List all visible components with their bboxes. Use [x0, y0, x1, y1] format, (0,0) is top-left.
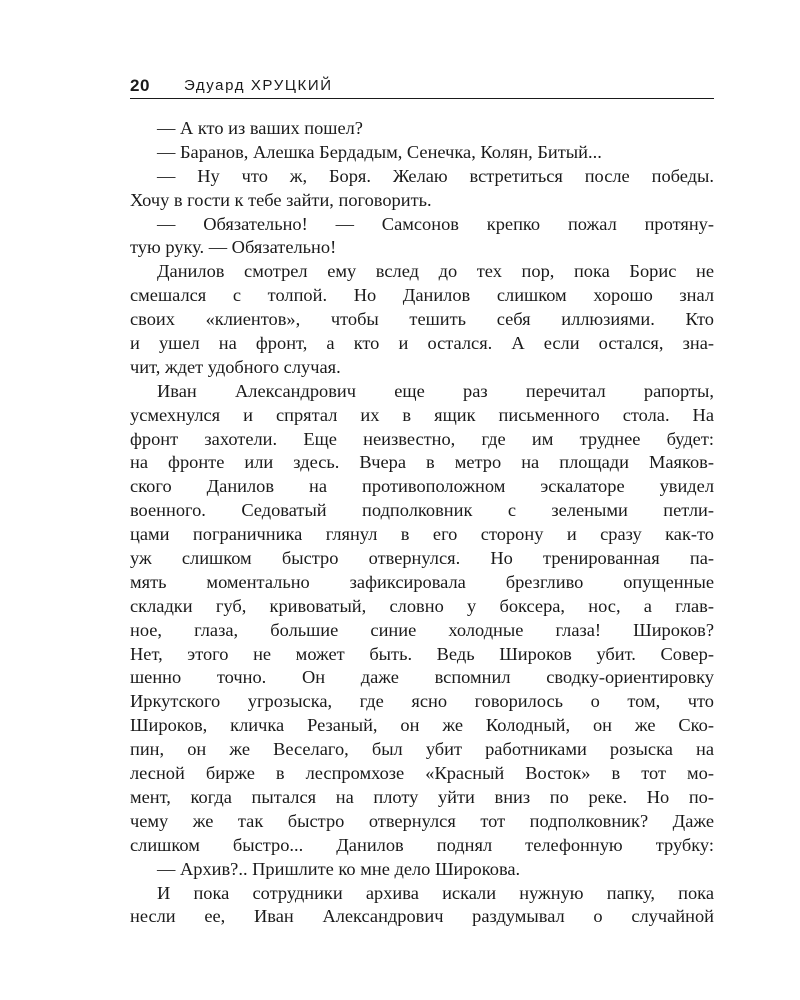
text-line: — Архив?.. Пришлите ко мне дело Широкова. — [157, 858, 521, 879]
text-line: мент, когда пытался на плоту уйти вниз по реке. Но по- — [130, 786, 714, 807]
body-text — [130, 117, 714, 929]
text-line: цами пограничника глянул в его сторону и сразу как-то — [130, 524, 714, 545]
text-line: и ушел на фронт, а кто и остался. А если остался, зна- — [130, 333, 714, 354]
text-line: чему же так быстро отвернулся тот подполковник? Даже — [130, 810, 714, 831]
text-line: уж слишком быстро отвернулся. Но тренированная па- — [130, 548, 714, 569]
text-line: Иван Александрович еще раз перечитал рапорты, — [157, 380, 714, 401]
text-line: мять моментально зафиксировала брезгливо опущенные — [130, 571, 714, 592]
text-line: Нет, этого не может быть. Ведь Широков убит. Совер- — [130, 643, 714, 664]
page-number: 20 — [130, 76, 150, 95]
running-title: Эдуард ХРУЦКИЙ — [184, 77, 333, 94]
text-line: — А кто из ваших пошел? — [157, 118, 363, 138]
text-line: тую руку. — Обязательно! — [130, 237, 337, 258]
text-line: смешался с толпой. Но Данилов слишком хорошо знал — [130, 285, 714, 306]
text-line: лесной бирже в леспромхозе «Красный Восток» в тот мо- — [130, 763, 714, 784]
text-line: ное, глаза, большие синие холодные глаза! Широков? — [130, 619, 714, 640]
text-line: — Баранов, Алешка Бердадым, Сенечка, Колян, Битый... — [157, 141, 602, 162]
text-line: Широков, кличка Резаный, он же Колодный, он же Ско- — [130, 715, 714, 736]
text-line: на фронте или здесь. Вчера в метро на площади Маяков- — [130, 452, 714, 473]
text-line: фронт захотели. Еще неизвестно, где им труднее будет: — [130, 428, 714, 449]
running-header — [130, 72, 714, 99]
text-line: — Ну что ж, Боря. Желаю встретиться после победы. — [157, 165, 714, 186]
text-line: И пока сотрудники архива искали нужную папку, пока — [157, 882, 714, 903]
text-line: складки губ, кривоватый, словно у боксера, нос, а глав- — [130, 595, 714, 616]
text-line: слишком быстро... Данилов поднял телефонную трубку: — [130, 834, 714, 855]
text-line: пин, он же Веселаго, был убит работниками розыска на — [130, 739, 714, 760]
text-line: Хочу в гости к тебе зайти, поговорить. — [130, 189, 432, 210]
text-line: шенно точно. Он даже вспомнил сводку-ориентировку — [130, 667, 714, 688]
text-line: — Обязательно! — Самсонов крепко пожал протяну- — [157, 213, 714, 234]
text-line: ского Данилов на противоположном эскалаторе увидел — [130, 476, 714, 497]
text-line: военного. Седоватый подполковник с зелеными петли- — [130, 500, 714, 521]
text-line: Иркутского угрозыска, где ясно говорилось о том, что — [130, 691, 714, 712]
text-line: Данилов смотрел ему вслед до тех пор, пока Борис не — [157, 261, 714, 282]
text-line: усмехнулся и спрятал их в ящик письменного стола. На — [130, 404, 714, 425]
text-line: несли ее, Иван Александрович раздумывал о случайной — [130, 906, 714, 927]
text-line: своих «клиентов», чтобы тешить себя иллюзиями. Кто — [130, 309, 714, 330]
text-line: чит, ждет удобного случая. — [130, 356, 341, 377]
